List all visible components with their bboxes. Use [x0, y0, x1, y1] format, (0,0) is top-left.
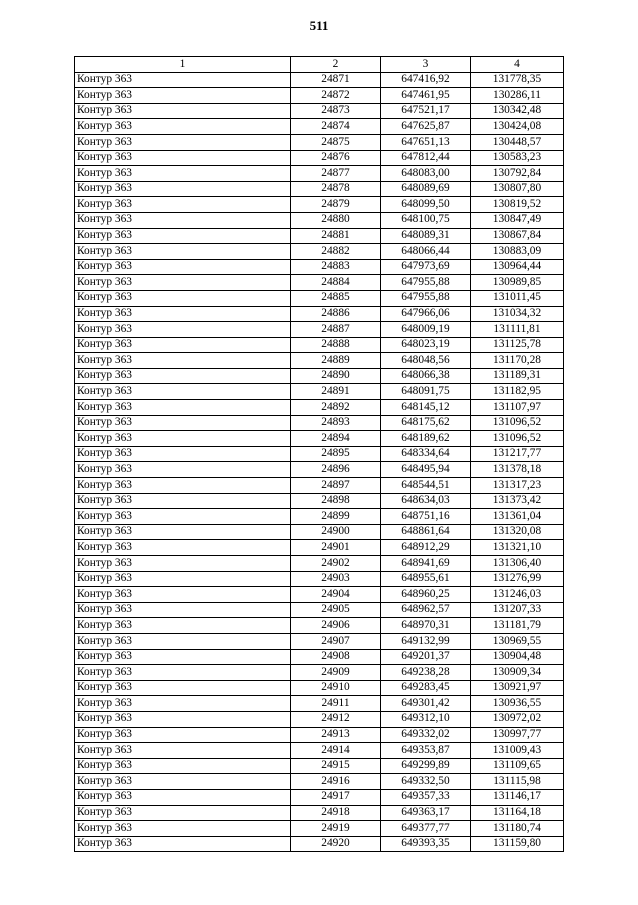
- table-row: [75, 649, 564, 665]
- x-coordinate-cell: 649377,77: [381, 821, 471, 837]
- table-row: [75, 290, 564, 306]
- contour-name-cell: Контур 363: [75, 556, 291, 572]
- contour-name-cell: Контур 363: [75, 72, 291, 88]
- x-coordinate-cell: 648009,19: [381, 322, 471, 338]
- table-row: [75, 478, 564, 494]
- y-coordinate-cell: 130448,57: [471, 134, 564, 150]
- table-row: [75, 259, 564, 275]
- point-number-cell: 24898: [291, 493, 381, 509]
- table-row: [75, 353, 564, 369]
- y-coordinate-cell: 131107,97: [471, 400, 564, 416]
- contour-name-cell: Контур 363: [75, 244, 291, 260]
- x-coordinate-cell: 649393,35: [381, 836, 471, 852]
- contour-name-cell: Контур 363: [75, 88, 291, 104]
- y-coordinate-cell: 131306,40: [471, 556, 564, 572]
- point-number-cell: 24875: [291, 134, 381, 150]
- contour-name-cell: Контур 363: [75, 306, 291, 322]
- x-coordinate-cell: 648962,57: [381, 602, 471, 618]
- point-number-cell: 24892: [291, 400, 381, 416]
- table-row: [75, 103, 564, 119]
- contour-name-cell: Контур 363: [75, 711, 291, 727]
- point-number-cell: 24880: [291, 212, 381, 228]
- y-coordinate-cell: 131276,99: [471, 571, 564, 587]
- x-coordinate-cell: 648960,25: [381, 587, 471, 603]
- contour-name-cell: Контур 363: [75, 821, 291, 837]
- y-coordinate-cell: 130909,34: [471, 665, 564, 681]
- contour-name-cell: Контур 363: [75, 743, 291, 759]
- table-row: [75, 384, 564, 400]
- y-coordinate-cell: 131125,78: [471, 337, 564, 353]
- table-row: [75, 119, 564, 135]
- x-coordinate-cell: 647625,87: [381, 119, 471, 135]
- point-number-cell: 24897: [291, 478, 381, 494]
- y-coordinate-cell: 130792,84: [471, 166, 564, 182]
- contour-name-cell: Контур 363: [75, 228, 291, 244]
- x-coordinate-cell: 649238,28: [381, 665, 471, 681]
- point-number-cell: 24919: [291, 821, 381, 837]
- y-coordinate-cell: 130807,80: [471, 181, 564, 197]
- x-coordinate-cell: 649312,10: [381, 711, 471, 727]
- contour-name-cell: Контур 363: [75, 633, 291, 649]
- y-coordinate-cell: 131246,03: [471, 587, 564, 603]
- x-coordinate-cell: 648751,16: [381, 509, 471, 525]
- contour-name-cell: Контур 363: [75, 368, 291, 384]
- table-row: [75, 244, 564, 260]
- x-coordinate-cell: 649201,37: [381, 649, 471, 665]
- table-row: [75, 400, 564, 416]
- x-coordinate-cell: 648544,51: [381, 478, 471, 494]
- contour-name-cell: Контур 363: [75, 462, 291, 478]
- x-coordinate-cell: 648083,00: [381, 166, 471, 182]
- y-coordinate-cell: 131159,80: [471, 836, 564, 852]
- point-number-cell: 24882: [291, 244, 381, 260]
- table-row: [75, 556, 564, 572]
- contour-name-cell: Контур 363: [75, 446, 291, 462]
- x-coordinate-cell: 647973,69: [381, 259, 471, 275]
- y-coordinate-cell: 131034,32: [471, 306, 564, 322]
- point-number-cell: 24909: [291, 665, 381, 681]
- point-number-cell: 24899: [291, 509, 381, 525]
- table-row: [75, 696, 564, 712]
- point-number-cell: 24894: [291, 431, 381, 447]
- point-number-cell: 24905: [291, 602, 381, 618]
- y-coordinate-cell: 131164,18: [471, 805, 564, 821]
- contour-name-cell: Контур 363: [75, 150, 291, 166]
- table-row: [75, 711, 564, 727]
- x-coordinate-cell: 649332,02: [381, 727, 471, 743]
- y-coordinate-cell: 130286,11: [471, 88, 564, 104]
- point-number-cell: 24908: [291, 649, 381, 665]
- x-coordinate-cell: 648066,38: [381, 368, 471, 384]
- x-coordinate-cell: 648175,62: [381, 415, 471, 431]
- page-number: 511: [309, 18, 329, 33]
- x-coordinate-cell: 649299,89: [381, 758, 471, 774]
- x-coordinate-cell: 648495,94: [381, 462, 471, 478]
- x-coordinate-cell: 649363,17: [381, 805, 471, 821]
- x-coordinate-cell: 648099,50: [381, 197, 471, 213]
- y-coordinate-cell: 130583,23: [471, 150, 564, 166]
- contour-name-cell: Контур 363: [75, 197, 291, 213]
- y-coordinate-cell: 131170,28: [471, 353, 564, 369]
- x-coordinate-cell: 648955,61: [381, 571, 471, 587]
- y-coordinate-cell: 131182,95: [471, 384, 564, 400]
- table-row: [75, 275, 564, 291]
- contour-name-cell: Контур 363: [75, 602, 291, 618]
- point-number-cell: 24876: [291, 150, 381, 166]
- x-coordinate-cell: 649301,42: [381, 696, 471, 712]
- x-coordinate-cell: 647955,88: [381, 275, 471, 291]
- y-coordinate-cell: 130921,97: [471, 680, 564, 696]
- table-row: [75, 181, 564, 197]
- x-coordinate-cell: 647966,06: [381, 306, 471, 322]
- contour-name-cell: Контур 363: [75, 836, 291, 852]
- point-number-cell: 24893: [291, 415, 381, 431]
- x-coordinate-cell: 648089,31: [381, 228, 471, 244]
- table-row: [75, 524, 564, 540]
- table-row: [75, 758, 564, 774]
- table-row: [75, 368, 564, 384]
- point-number-cell: 24914: [291, 743, 381, 759]
- contour-name-cell: Контур 363: [75, 400, 291, 416]
- y-coordinate-cell: 130969,55: [471, 633, 564, 649]
- table-row: [75, 743, 564, 759]
- table-row: [75, 322, 564, 338]
- column-header-4: 4: [471, 57, 564, 73]
- contour-name-cell: Контур 363: [75, 774, 291, 790]
- contour-name-cell: Контур 363: [75, 103, 291, 119]
- point-number-cell: 24885: [291, 290, 381, 306]
- table-row: [75, 306, 564, 322]
- table-row: [75, 493, 564, 509]
- y-coordinate-cell: 131378,18: [471, 462, 564, 478]
- contour-name-cell: Контур 363: [75, 571, 291, 587]
- table-row: [75, 212, 564, 228]
- point-number-cell: 24890: [291, 368, 381, 384]
- point-number-cell: 24891: [291, 384, 381, 400]
- x-coordinate-cell: 647461,95: [381, 88, 471, 104]
- y-coordinate-cell: 130424,08: [471, 119, 564, 135]
- contour-name-cell: Контур 363: [75, 275, 291, 291]
- x-coordinate-cell: 647812,44: [381, 150, 471, 166]
- contour-name-cell: Контур 363: [75, 493, 291, 509]
- y-coordinate-cell: 130904,48: [471, 649, 564, 665]
- x-coordinate-cell: 648066,44: [381, 244, 471, 260]
- point-number-cell: 24904: [291, 587, 381, 603]
- point-number-cell: 24910: [291, 680, 381, 696]
- point-number-cell: 24887: [291, 322, 381, 338]
- y-coordinate-cell: 131207,33: [471, 602, 564, 618]
- point-number-cell: 24872: [291, 88, 381, 104]
- contour-name-cell: Контур 363: [75, 524, 291, 540]
- contour-name-cell: Контур 363: [75, 696, 291, 712]
- point-number-cell: 24920: [291, 836, 381, 852]
- contour-name-cell: Контур 363: [75, 758, 291, 774]
- point-number-cell: 24917: [291, 789, 381, 805]
- point-number-cell: 24873: [291, 103, 381, 119]
- y-coordinate-cell: 131189,31: [471, 368, 564, 384]
- x-coordinate-cell: 648912,29: [381, 540, 471, 556]
- contour-name-cell: Контур 363: [75, 166, 291, 182]
- x-coordinate-cell: 647416,92: [381, 72, 471, 88]
- point-number-cell: 24888: [291, 337, 381, 353]
- column-header-2: 2: [291, 57, 381, 73]
- y-coordinate-cell: 130936,55: [471, 696, 564, 712]
- coordinates-table: [74, 56, 564, 852]
- y-coordinate-cell: 131361,04: [471, 509, 564, 525]
- table-row: [75, 680, 564, 696]
- contour-name-cell: Контур 363: [75, 618, 291, 634]
- contour-name-cell: Контур 363: [75, 384, 291, 400]
- table-row: [75, 633, 564, 649]
- x-coordinate-cell: 648100,75: [381, 212, 471, 228]
- y-coordinate-cell: 130342,48: [471, 103, 564, 119]
- y-coordinate-cell: 131146,17: [471, 789, 564, 805]
- contour-name-cell: Контур 363: [75, 181, 291, 197]
- column-header-1: 1: [75, 57, 291, 73]
- table-row: [75, 134, 564, 150]
- contour-name-cell: Контур 363: [75, 680, 291, 696]
- point-number-cell: 24915: [291, 758, 381, 774]
- table-row: [75, 836, 564, 852]
- contour-name-cell: Контур 363: [75, 353, 291, 369]
- y-coordinate-cell: 131373,42: [471, 493, 564, 509]
- contour-name-cell: Контур 363: [75, 805, 291, 821]
- table-row: [75, 540, 564, 556]
- contour-name-cell: Контур 363: [75, 509, 291, 525]
- contour-name-cell: Контур 363: [75, 587, 291, 603]
- point-number-cell: 24886: [291, 306, 381, 322]
- point-number-cell: 24902: [291, 556, 381, 572]
- contour-name-cell: Контур 363: [75, 290, 291, 306]
- contour-name-cell: Контур 363: [75, 789, 291, 805]
- table-row: [75, 789, 564, 805]
- table-row: [75, 166, 564, 182]
- point-number-cell: 24879: [291, 197, 381, 213]
- y-coordinate-cell: 131321,10: [471, 540, 564, 556]
- table-row: [75, 88, 564, 104]
- contour-name-cell: Контур 363: [75, 478, 291, 494]
- point-number-cell: 24889: [291, 353, 381, 369]
- point-number-cell: 24901: [291, 540, 381, 556]
- x-coordinate-cell: 649353,87: [381, 743, 471, 759]
- y-coordinate-cell: 131115,98: [471, 774, 564, 790]
- table-row: [75, 774, 564, 790]
- table-row: [75, 197, 564, 213]
- contour-name-cell: Контур 363: [75, 415, 291, 431]
- x-coordinate-cell: 647651,13: [381, 134, 471, 150]
- point-number-cell: 24881: [291, 228, 381, 244]
- contour-name-cell: Контур 363: [75, 337, 291, 353]
- x-coordinate-cell: 648145,12: [381, 400, 471, 416]
- table-row: [75, 727, 564, 743]
- point-number-cell: 24918: [291, 805, 381, 821]
- x-coordinate-cell: 647955,88: [381, 290, 471, 306]
- y-coordinate-cell: 131180,74: [471, 821, 564, 837]
- x-coordinate-cell: 649132,99: [381, 633, 471, 649]
- point-number-cell: 24895: [291, 446, 381, 462]
- contour-name-cell: Контур 363: [75, 431, 291, 447]
- contour-name-cell: Контур 363: [75, 540, 291, 556]
- y-coordinate-cell: 130997,77: [471, 727, 564, 743]
- point-number-cell: 24903: [291, 571, 381, 587]
- x-coordinate-cell: 648861,64: [381, 524, 471, 540]
- y-coordinate-cell: 131009,43: [471, 743, 564, 759]
- contour-name-cell: Контур 363: [75, 134, 291, 150]
- point-number-cell: 24884: [291, 275, 381, 291]
- table-row: [75, 446, 564, 462]
- point-number-cell: 24906: [291, 618, 381, 634]
- table-row: [75, 821, 564, 837]
- point-number-cell: 24916: [291, 774, 381, 790]
- table-row: [75, 337, 564, 353]
- contour-name-cell: Контур 363: [75, 665, 291, 681]
- x-coordinate-cell: 647521,17: [381, 103, 471, 119]
- y-coordinate-cell: 131096,52: [471, 415, 564, 431]
- point-number-cell: 24907: [291, 633, 381, 649]
- x-coordinate-cell: 648970,31: [381, 618, 471, 634]
- contour-name-cell: Контур 363: [75, 119, 291, 135]
- table-row: [75, 618, 564, 634]
- table-row: [75, 805, 564, 821]
- table-row: [75, 72, 564, 88]
- point-number-cell: 24871: [291, 72, 381, 88]
- x-coordinate-cell: 648941,69: [381, 556, 471, 572]
- y-coordinate-cell: 130972,02: [471, 711, 564, 727]
- table-row: [75, 665, 564, 681]
- y-coordinate-cell: 131096,52: [471, 431, 564, 447]
- x-coordinate-cell: 648089,69: [381, 181, 471, 197]
- table-body: [75, 72, 564, 852]
- y-coordinate-cell: 131011,45: [471, 290, 564, 306]
- contour-name-cell: Контур 363: [75, 727, 291, 743]
- column-header-3: 3: [381, 57, 471, 73]
- table-row: [75, 431, 564, 447]
- y-coordinate-cell: 131111,81: [471, 322, 564, 338]
- table-row: [75, 571, 564, 587]
- x-coordinate-cell: 648634,03: [381, 493, 471, 509]
- y-coordinate-cell: 130819,52: [471, 197, 564, 213]
- contour-name-cell: Контур 363: [75, 322, 291, 338]
- x-coordinate-cell: 648091,75: [381, 384, 471, 400]
- table-header-row: [75, 57, 564, 73]
- y-coordinate-cell: 130867,84: [471, 228, 564, 244]
- table-row: [75, 415, 564, 431]
- table-row: [75, 509, 564, 525]
- y-coordinate-cell: 130989,85: [471, 275, 564, 291]
- y-coordinate-cell: 131217,77: [471, 446, 564, 462]
- y-coordinate-cell: 130847,49: [471, 212, 564, 228]
- y-coordinate-cell: 130883,09: [471, 244, 564, 260]
- table-row: [75, 150, 564, 166]
- contour-name-cell: Контур 363: [75, 259, 291, 275]
- point-number-cell: 24877: [291, 166, 381, 182]
- point-number-cell: 24883: [291, 259, 381, 275]
- table-row: [75, 587, 564, 603]
- point-number-cell: 24912: [291, 711, 381, 727]
- point-number-cell: 24874: [291, 119, 381, 135]
- point-number-cell: 24913: [291, 727, 381, 743]
- contour-name-cell: Контур 363: [75, 212, 291, 228]
- y-coordinate-cell: 131109,65: [471, 758, 564, 774]
- y-coordinate-cell: 131317,23: [471, 478, 564, 494]
- x-coordinate-cell: 648334,64: [381, 446, 471, 462]
- table-row: [75, 462, 564, 478]
- x-coordinate-cell: 648189,62: [381, 431, 471, 447]
- x-coordinate-cell: 649332,50: [381, 774, 471, 790]
- point-number-cell: 24911: [291, 696, 381, 712]
- point-number-cell: 24878: [291, 181, 381, 197]
- x-coordinate-cell: 648048,56: [381, 353, 471, 369]
- y-coordinate-cell: 131778,35: [471, 72, 564, 88]
- x-coordinate-cell: 649357,33: [381, 789, 471, 805]
- point-number-cell: 24900: [291, 524, 381, 540]
- y-coordinate-cell: 131181,79: [471, 618, 564, 634]
- table-row: [75, 228, 564, 244]
- x-coordinate-cell: 649283,45: [381, 680, 471, 696]
- table-row: [75, 602, 564, 618]
- contour-name-cell: Контур 363: [75, 649, 291, 665]
- y-coordinate-cell: 130964,44: [471, 259, 564, 275]
- x-coordinate-cell: 648023,19: [381, 337, 471, 353]
- y-coordinate-cell: 131320,08: [471, 524, 564, 540]
- point-number-cell: 24896: [291, 462, 381, 478]
